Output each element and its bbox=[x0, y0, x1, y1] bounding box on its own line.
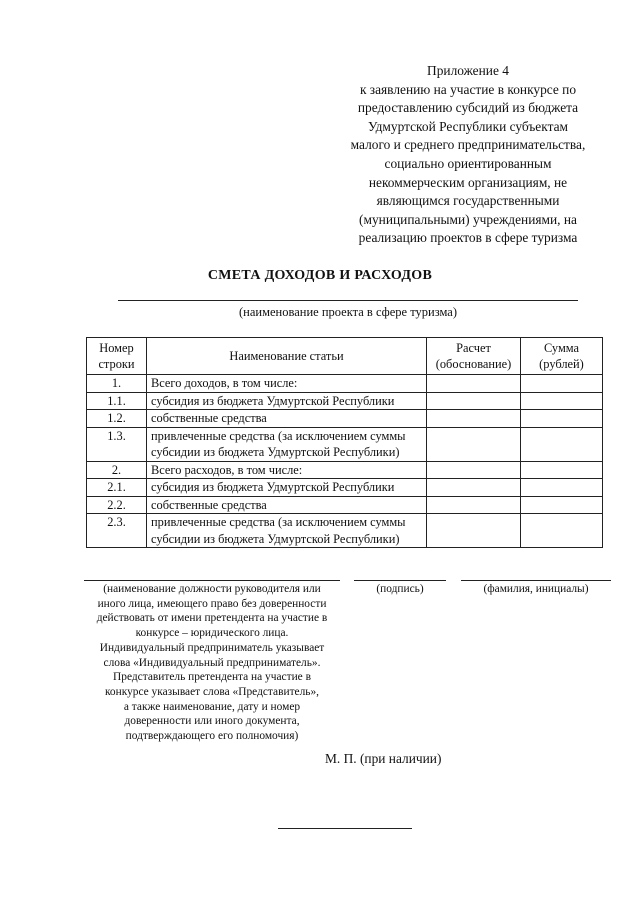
position-caption-line: слова «Индивидуальный предприниматель». bbox=[103, 656, 321, 669]
position-caption-line: доверенности или иного документа, bbox=[124, 715, 300, 728]
row-sum-cell[interactable] bbox=[521, 479, 603, 497]
appendix-line: реализацию проектов в сфере туризма bbox=[358, 230, 578, 246]
position-caption-line: (наименование должности руководителя или bbox=[103, 583, 321, 595]
table-row bbox=[87, 461, 603, 479]
appendix-line: некоммерческим организациям, не bbox=[368, 174, 568, 190]
row-sum-cell[interactable] bbox=[521, 375, 603, 393]
appendix-line: социально ориентированным bbox=[384, 155, 552, 171]
table-row bbox=[87, 496, 603, 514]
position-caption bbox=[84, 582, 340, 744]
row-sum-cell[interactable] bbox=[521, 392, 603, 410]
row-name: субсидия из бюджета Удмуртской Республики bbox=[147, 479, 427, 497]
appendix-line: малого и среднего предпринимательства, bbox=[350, 137, 586, 153]
row-calc-cell[interactable] bbox=[427, 479, 521, 497]
row-name: собственные средства bbox=[147, 496, 427, 514]
row-name: собственные средства bbox=[147, 410, 427, 428]
table-row bbox=[87, 514, 603, 548]
row-name: привлеченные средства (за исключением суммы субсидии из бюджета Удмуртской Республики) bbox=[147, 514, 427, 548]
document-title: СМЕТА ДОХОДОВ И РАСХОДОВ bbox=[207, 268, 433, 283]
row-name: привлеченные средства (за исключением суммы субсидии из бюджета Удмуртской Республики) bbox=[147, 427, 427, 461]
row-sum-cell[interactable] bbox=[521, 496, 603, 514]
table-row bbox=[87, 427, 603, 461]
row-sum-cell[interactable] bbox=[521, 427, 603, 461]
position-caption-line: Представитель претендента на участие в bbox=[113, 671, 311, 684]
header-calc: Расчет (обоснование) bbox=[427, 338, 521, 375]
appendix-line: (муниципальными) учреждениями, на bbox=[359, 211, 577, 227]
appendix-line: к заявлению на участие в конкурсе по bbox=[359, 81, 577, 97]
row-number: 1. bbox=[87, 375, 147, 393]
signature-line[interactable] bbox=[354, 580, 446, 581]
row-sum-cell[interactable] bbox=[521, 514, 603, 548]
name-caption: (фамилия, инициалы) bbox=[483, 583, 589, 595]
name-line[interactable] bbox=[461, 580, 611, 581]
row-number: 2.2. bbox=[87, 496, 147, 514]
position-caption-line: а также наименование, дату и номер bbox=[123, 700, 301, 713]
bottom-line bbox=[278, 828, 412, 829]
row-sum-cell[interactable] bbox=[521, 410, 603, 428]
row-number: 1.1. bbox=[87, 392, 147, 410]
position-caption-line: иного лица, имеющего право без доверенности bbox=[97, 597, 327, 610]
row-calc-cell[interactable] bbox=[427, 496, 521, 514]
position-caption-line: действовать от имени претендента на участие в bbox=[96, 612, 328, 625]
appendix-line: являющимся государственными bbox=[376, 193, 560, 209]
position-caption-line: конкурсе указывает слова «Представитель», bbox=[104, 685, 320, 698]
row-name: субсидия из бюджета Удмуртской Республики bbox=[147, 392, 427, 410]
signature-caption: (подпись) bbox=[376, 583, 424, 595]
row-calc-cell[interactable] bbox=[427, 375, 521, 393]
row-calc-cell[interactable] bbox=[427, 461, 521, 479]
project-name-caption: (наименование проекта в сфере туризма) bbox=[239, 305, 457, 319]
position-caption-line: подтверждающего его полномочия) bbox=[125, 730, 299, 743]
row-number: 2.3. bbox=[87, 514, 147, 548]
row-number: 1.3. bbox=[87, 427, 147, 461]
appendix-header bbox=[318, 62, 618, 248]
row-calc-cell[interactable] bbox=[427, 392, 521, 410]
row-calc-cell[interactable] bbox=[427, 514, 521, 548]
header-number: Номер строки bbox=[87, 338, 147, 375]
project-name-line[interactable] bbox=[118, 300, 578, 301]
table-header-row bbox=[87, 338, 603, 375]
position-line[interactable] bbox=[84, 580, 340, 581]
row-sum-cell[interactable] bbox=[521, 461, 603, 479]
table-row bbox=[87, 410, 603, 428]
row-name: Всего доходов, в том числе: bbox=[147, 375, 427, 393]
header-sum: Сумма (рублей) bbox=[521, 338, 603, 375]
table-row bbox=[87, 375, 603, 393]
row-calc-cell[interactable] bbox=[427, 410, 521, 428]
position-caption-line: конкурсе – юридического лица. bbox=[135, 627, 289, 640]
appendix-line: Удмуртской Республики субъектам bbox=[367, 118, 568, 134]
header-name: Наименование статьи bbox=[147, 338, 427, 375]
estimate-table bbox=[86, 337, 603, 548]
row-number: 1.2. bbox=[87, 410, 147, 428]
table-row bbox=[87, 392, 603, 410]
appendix-line: предоставлению субсидий из бюджета bbox=[357, 100, 579, 116]
appendix-line: Приложение 4 bbox=[427, 63, 509, 78]
table-row bbox=[87, 479, 603, 497]
row-number: 2. bbox=[87, 461, 147, 479]
row-calc-cell[interactable] bbox=[427, 427, 521, 461]
position-caption-line: Индивидуальный предприниматель указывает bbox=[99, 641, 325, 654]
row-number: 2.1. bbox=[87, 479, 147, 497]
row-name: Всего расходов, в том числе: bbox=[147, 461, 427, 479]
stamp-note: М. П. (при наличии) bbox=[325, 751, 442, 766]
